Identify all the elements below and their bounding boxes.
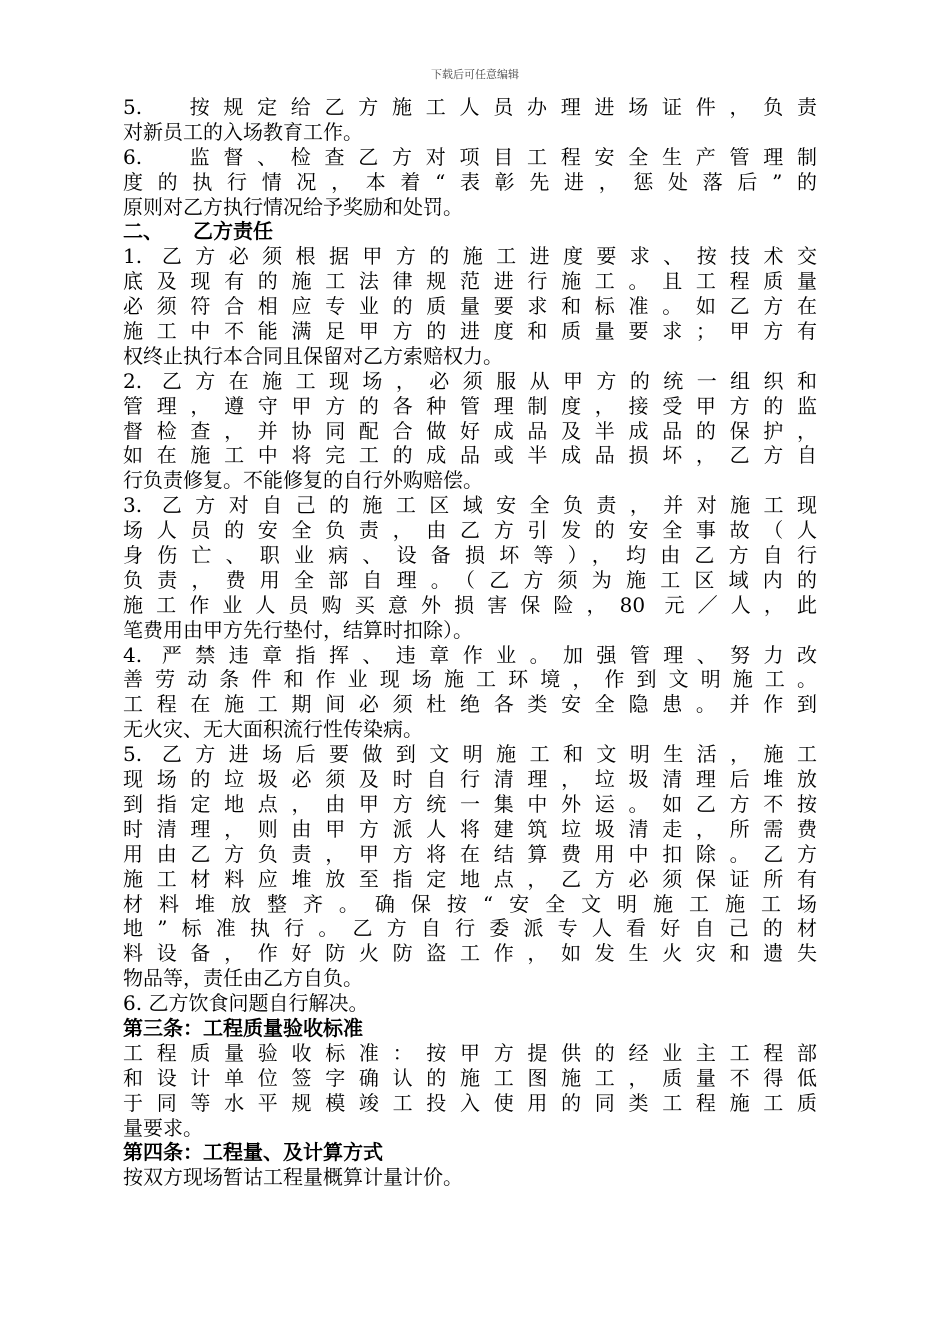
text-line: 负责，费用全部自理。（乙方须为施工区域内的 xyxy=(123,567,817,592)
text-line: 1. 乙方必须根据甲方的施工进度要求、按技术交 xyxy=(123,244,817,269)
text-line: 度的执行情况，本着“表彰先进，惩处落后”的 xyxy=(123,169,817,194)
text-line: 6. 监督、检查乙方对项目工程安全生产管理制 xyxy=(123,144,817,169)
text-line: 权终止执行本合同且保留对乙方索赔权力。 xyxy=(123,343,503,368)
text-line: 5. 按规定给乙方施工人员办理进场证件，负责 xyxy=(123,95,817,119)
text-line: 时清理，则由甲方派人将建筑垃圾清走，所需费 xyxy=(123,816,817,841)
text-line: 料设备，作好防火防盗工作，如发生火灾和遗失 xyxy=(123,941,817,966)
text-line: 2. 乙方在施工现场，必须服从甲方的统一组织和 xyxy=(123,368,817,393)
text-line: 现场的垃圾必须及时自行清理，垃圾清理后堆放 xyxy=(123,767,817,792)
text-line: 材料堆放整齐。确保按“安全文明施工施工场 xyxy=(123,891,817,916)
text-line: 必须符合相应专业的质量要求和标准。如乙方在 xyxy=(123,294,817,319)
section-heading: 第三条：工程质量验收标准 xyxy=(123,1015,363,1040)
text-line: 对新员工的入场教育工作。 xyxy=(123,119,363,144)
text-line: 行负责修复。不能修复的自行外购赔偿。 xyxy=(123,468,483,493)
text-line: 地”标准执行。乙方自行委派专人看好自己的材 xyxy=(123,916,817,941)
text-line: 施工中不能满足甲方的进度和质量要求；甲方有 xyxy=(123,319,817,344)
text-line: 笔费用由甲方先行垫付，结算时扣除）。 xyxy=(123,617,473,642)
text-line: 场人员的安全负责，由乙方引发的安全事故（人 xyxy=(123,518,817,543)
document-body xyxy=(123,95,817,1190)
text-line: 施工作业人员购买意外损害保险，80 元／人，此 xyxy=(123,592,817,617)
text-line: 5. 乙方进场后要做到文明施工和文明生活，施工 xyxy=(123,742,817,767)
text-line: 施工材料应堆放至指定地点，乙方必须保证所有 xyxy=(123,866,817,891)
text-line: 按双方现场暂诂工程量概算计量计价。 xyxy=(123,1165,463,1190)
text-line: 4. 严禁违章指挥、违章作业。加强管理、努力改 xyxy=(123,642,817,667)
text-line: 工程在施工期间必须杜绝各类安全隐患。并作到 xyxy=(123,692,817,717)
section-heading: 二、 乙方责任 xyxy=(123,219,273,244)
text-line: 用由乙方负责，甲方将在结算费用中扣除。乙方 xyxy=(123,841,817,866)
text-line: 身伤亡、职业病、设备损坏等），均由乙方自行 xyxy=(123,543,817,568)
text-line: 物品等，责任由乙方自负。 xyxy=(123,966,363,991)
text-line: 无火灾、无大面积流行性传染病。 xyxy=(123,717,423,742)
text-line: 6. 乙方饮食问题自行解决。 xyxy=(123,991,369,1016)
text-line: 工程质量验收标准：按甲方提供的经业主工程部 xyxy=(123,1040,817,1065)
text-line: 如在施工中将完工的成品或半成品损坏，乙方自 xyxy=(123,443,817,468)
text-line: 善劳动条件和作业现场施工环境，作到文明施工。 xyxy=(123,667,817,692)
section-heading: 第四条：工程量、及计算方式 xyxy=(123,1140,383,1165)
text-line: 督检查，并协同配合做好成品及半成品的保护， xyxy=(123,418,817,443)
text-line: 和设计单位签字确认的施工图施工，质量不得低 xyxy=(123,1065,817,1090)
text-line: 底及现有的施工法律规范进行施工。且工程质量 xyxy=(123,269,817,294)
text-line: 3. 乙方对自己的施工区域安全负责，并对施工现 xyxy=(123,493,817,518)
text-line: 于同等水平规模竣工投入使用的同类工程施工质 xyxy=(123,1090,817,1115)
page-header: 下载后可任意编辑 xyxy=(431,68,519,81)
text-line: 量要求。 xyxy=(123,1115,203,1140)
text-line: 到指定地点，由甲方统一集中外运。如乙方不按 xyxy=(123,791,817,816)
text-line: 原则对乙方执行情况给予奖励和处罚。 xyxy=(123,194,463,219)
text-line: 管理，遵守甲方的各种管理制度，接受甲方的监 xyxy=(123,393,817,418)
